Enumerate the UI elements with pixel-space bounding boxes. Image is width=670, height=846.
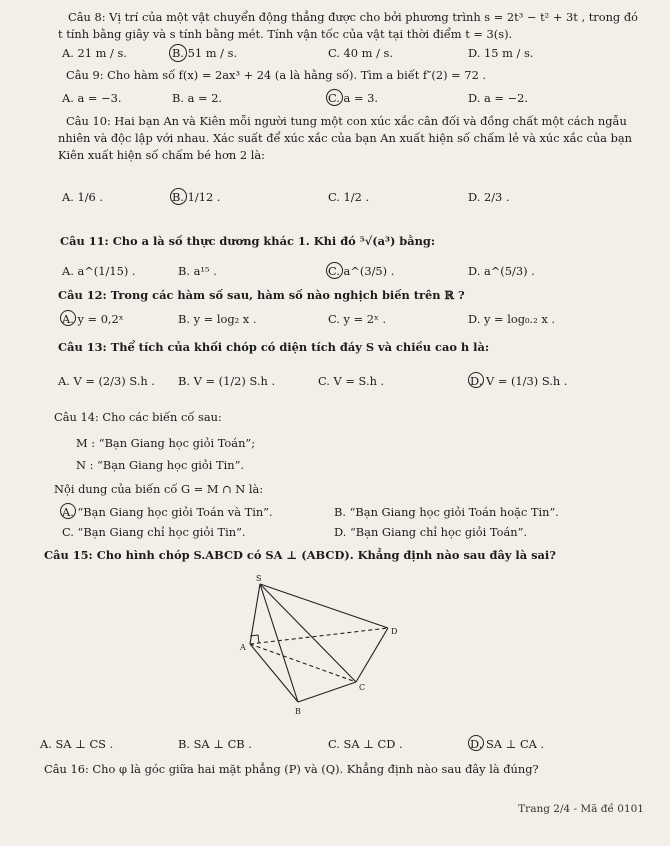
q14-option-d[interactable]: D. “Bạn Giang chỉ học giỏi Toán”. bbox=[334, 525, 528, 539]
q8-option-b[interactable]: B. 51 m / s. bbox=[172, 46, 238, 60]
q8-option-d[interactable]: D. 15 m / s. bbox=[468, 46, 534, 60]
q14-question: Nội dung của biến cố G = M ∩ N là: bbox=[54, 482, 264, 496]
answer-circle-mark bbox=[60, 503, 76, 519]
q15-stem: Câu 15: Cho hình chóp S.ABCD có SA ⊥ (ABCD). Khẳng định nào sau đây là sai? bbox=[44, 548, 556, 562]
answer-circle-mark bbox=[326, 89, 343, 106]
page-footer: Trang 2/4 - Mã đề 0101 bbox=[518, 803, 644, 815]
q10-option-b[interactable]: B. 1/12 . bbox=[172, 190, 221, 204]
answer-circle-mark bbox=[468, 735, 484, 751]
q8-stem-line1: Câu 8: Vị trí của một vật chuyển động thẳng được cho bởi phương trình s = 2t³ − t² + 3t , trong đó bbox=[68, 10, 638, 24]
q13-option-b[interactable]: B. V = (1/2) S.h . bbox=[178, 374, 276, 388]
q11-option-c[interactable]: C. a^(3/5) . bbox=[328, 264, 395, 278]
q11-option-d[interactable]: D. a^(5/3) . bbox=[468, 264, 535, 278]
q13-option-d[interactable]: D. V = (1/3) S.h . bbox=[470, 374, 568, 388]
vertex-label-a: A bbox=[240, 643, 246, 652]
q9-option-b[interactable]: B. a = 2. bbox=[172, 91, 223, 105]
q14-stem: Câu 14: Cho các biến cố sau: bbox=[54, 410, 222, 424]
q16-stem: Câu 16: Cho φ là góc giữa hai mặt phẳng (P) và (Q). Khẳng định nào sau đây là đúng? bbox=[44, 762, 539, 776]
q13-option-c[interactable]: C. V = S.h . bbox=[318, 374, 385, 388]
pyramid-figure bbox=[220, 572, 420, 722]
answer-circle-mark bbox=[170, 188, 187, 205]
q12-option-c[interactable]: C. y = 2ˣ . bbox=[328, 312, 387, 326]
q11-stem: Câu 11: Cho a là số thực dương khác 1. Khi đó ⁵√(a³) bằng: bbox=[60, 234, 436, 248]
vertex-label-s: S bbox=[256, 574, 262, 583]
q9-stem: Câu 9: Cho hàm số f(x) = 2ax³ + 24 (a là hằng số). Tìm a biết f″(2) = 72 . bbox=[66, 68, 487, 82]
q11-option-a[interactable]: A. a^(1/15) . bbox=[62, 264, 136, 278]
edge-cd bbox=[356, 628, 388, 682]
q14-option-b[interactable]: B. “Bạn Giang học giỏi Toán hoặc Tin”. bbox=[334, 505, 559, 519]
q9-option-d[interactable]: D. a = −2. bbox=[468, 91, 528, 105]
q8-option-c[interactable]: C. 40 m / s. bbox=[328, 46, 394, 60]
edge-sb bbox=[260, 584, 298, 702]
q14-option-c[interactable]: C. “Bạn Giang chỉ học giỏi Tin”. bbox=[62, 525, 246, 539]
edge-ab bbox=[250, 644, 298, 702]
q12-option-d[interactable]: D. y = log₀.₂ x . bbox=[468, 312, 556, 326]
q13-option-a[interactable]: A. V = (2/3) S.h . bbox=[58, 374, 155, 388]
q10-stem-line1: Câu 10: Hai bạn An và Kiên mỗi người tung một con xúc xắc cân đối và đồng chất một cách ngẫu bbox=[66, 114, 627, 128]
answer-circle-mark bbox=[326, 262, 343, 279]
q10-option-c[interactable]: C. 1/2 . bbox=[328, 190, 370, 204]
answer-circle-mark bbox=[60, 310, 76, 326]
q12-option-b[interactable]: B. y = log₂ x . bbox=[178, 312, 257, 326]
q14-event-n: N : “Bạn Giang học giỏi Tin”. bbox=[76, 458, 245, 472]
edge-sd bbox=[260, 584, 388, 628]
answer-circle-mark bbox=[169, 44, 187, 62]
vertex-label-b: B bbox=[295, 707, 301, 716]
q12-option-a[interactable]: A. y = 0,2ˣ bbox=[62, 312, 124, 326]
q14-option-a[interactable]: A. “Bạn Giang học giỏi Toán và Tin”. bbox=[62, 505, 273, 519]
q15-option-a[interactable]: A. SA ⊥ CS . bbox=[40, 737, 114, 751]
q14-event-m: M : “Bạn Giang học giỏi Toán”; bbox=[76, 436, 256, 450]
q9-option-c[interactable]: C. a = 3. bbox=[328, 91, 378, 105]
q10-option-d[interactable]: D. 2/3 . bbox=[468, 190, 510, 204]
vertex-label-c: C bbox=[359, 683, 366, 692]
q10-stem-line3: Kiên xuất hiện số chấm bé hơn 2 là: bbox=[58, 148, 265, 162]
edge-bc bbox=[298, 682, 356, 702]
edge-ad-hidden bbox=[250, 628, 388, 644]
q8-stem-line2: t tính bằng giây và s tính bằng mét. Tính vận tốc của vật tại thời điểm t = 3(s). bbox=[58, 27, 513, 41]
q12-stem: Câu 12: Trong các hàm số sau, hàm số nào nghịch biến trên ℝ ? bbox=[58, 288, 465, 302]
q15-option-c[interactable]: C. SA ⊥ CD . bbox=[328, 737, 403, 751]
q10-option-a[interactable]: A. 1/6 . bbox=[62, 190, 104, 204]
q11-option-b[interactable]: B. a¹⁵ . bbox=[178, 264, 217, 278]
answer-circle-mark bbox=[468, 372, 484, 388]
q9-option-a[interactable]: A. a = −3. bbox=[62, 91, 122, 105]
q10-stem-line2: nhiên và độc lập với nhau. Xác suất để xúc xắc của bạn An xuất hiện số chấm lẻ và xúc xắc của bạn bbox=[58, 131, 632, 145]
q13-stem: Câu 13: Thể tích của khối chóp có diện tích đáy S và chiều cao h là: bbox=[58, 340, 490, 354]
q15-option-b[interactable]: B. SA ⊥ CB . bbox=[178, 737, 252, 751]
q15-option-d[interactable]: D. SA ⊥ CA . bbox=[470, 737, 545, 751]
vertex-label-d: D bbox=[391, 627, 398, 636]
q8-option-a[interactable]: A. 21 m / s. bbox=[62, 46, 127, 60]
